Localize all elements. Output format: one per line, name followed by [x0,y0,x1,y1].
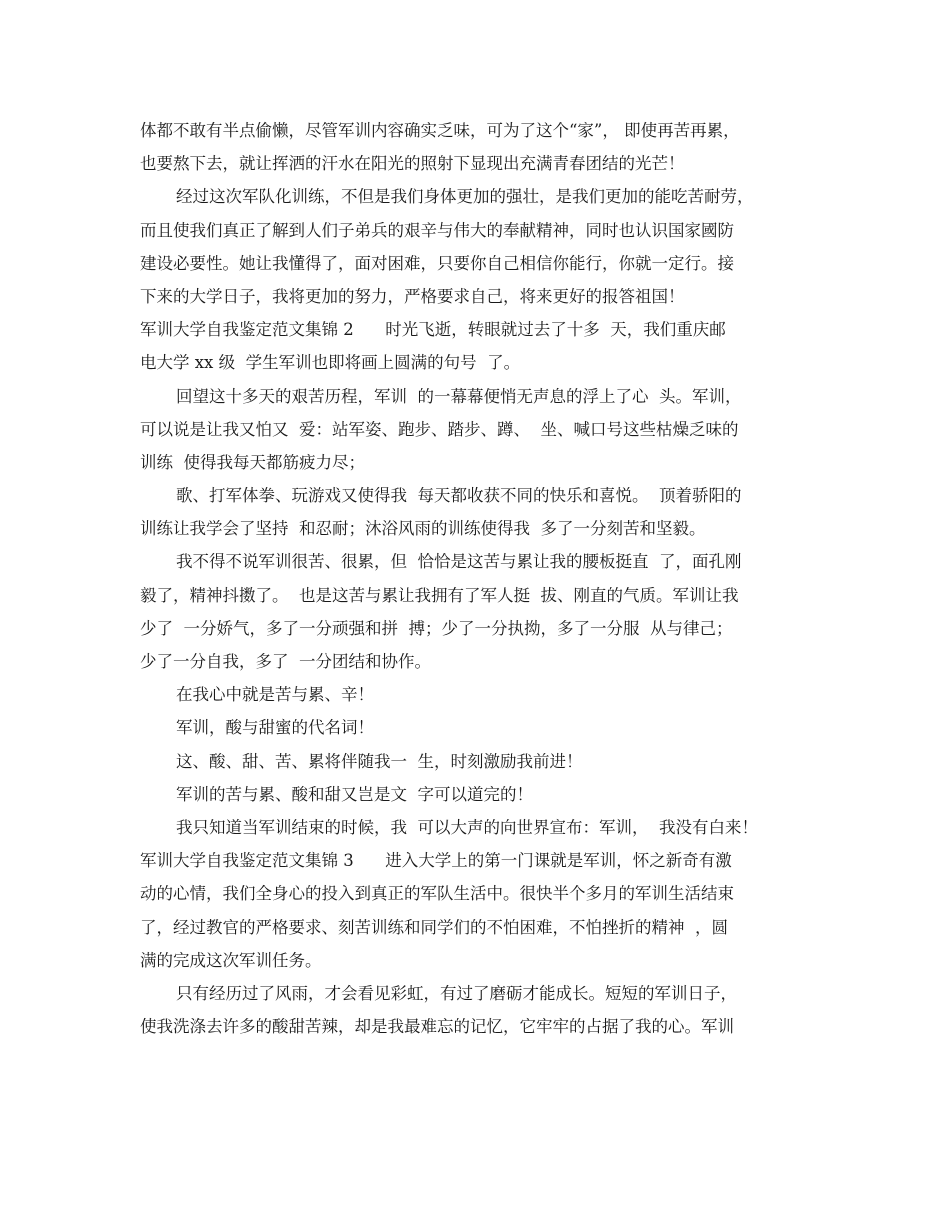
text-line: 电大学 xx 级 学生军训也即将画上圆满的句号 了。 [140,353,521,373]
text-line: 而且使我们真正了解到人们子弟兵的艰辛与伟大的奉献精神，同时也认识国家國防 [140,220,734,240]
text-line: 歌、打军体拳、玩游戏又使得我 每天都收获不同的快乐和喜悦。 顶着骄阳的 [176,486,742,506]
text-line: 下来的大学日子，我将更加的努力，严格要求自己，将来更好的报答祖国！ [140,286,685,306]
text-line: 建设必要性。她让我懂得了，面对困难，只要你自己相信你能行，你就一定行。接 [140,253,734,273]
text-line: 我不得不说军训很苦、很累，但 恰恰是这苦与累让我的腰板挺直 了，面孔刚 [176,552,742,572]
document-body [140,114,830,1043]
text-line: 了，经过教官的严格要求、刻苦训练和同学们的不怕困难，不怕挫折的精神 ，圆 [140,917,728,937]
text-line: 军训大学自我鉴定范文集锦 2 时光飞逝，转眼就过去了十多 天，我们重庆邮 [140,320,726,340]
text-line: 少了一分自我，多了 一分团结和协作。 [140,652,431,671]
text-line: 可以说是让我又怕又 爱：站军姿、跑步、踏步、蹲、 坐、喊口号这些枯燥乏味的 [140,419,739,439]
text-line: 训练 使得我每天都筋疲力尽； [140,452,365,472]
text-line: 使我洗涤去许多的酸甜苦辣，却是我最难忘的记忆，它牢牢的占据了我的心。军训 [140,1017,734,1037]
text-line: 也要熬下去，就让挥洒的汗水在阳光的照射下显现出充满青春团结的光芒！ [140,154,685,174]
text-line: 少了 一分娇气，多了一分顽强和拼 搏；少了一分执拗，多了一分服 从与律己； [140,618,733,638]
text-line: 体都不敢有半点偷懒，尽管军训内容确实乏味，可为了这个“家”， 即使再苦再累， [140,121,740,140]
text-line: 训练让我学会了坚持 和忍耐；沐浴风雨的训练使得我 多了一分刻苦和坚毅。 [140,519,706,539]
text-line: 毅了，精神抖擞了。 也是这苦与累让我拥有了军人挺 拔、刚直的气质。军训让我 [140,585,739,605]
text-line: 在我心中就是苦与累、辛！ [176,685,374,705]
text-line: 只有经历过了风雨，才会看见彩虹，有过了磨砺才能成长。短短的军训日子， [176,983,737,1003]
text-line: 军训大学自我鉴定范文集锦 3 进入大学上的第一门课就是军训，怀之新奇有激 [140,851,732,871]
text-line: 回望这十多天的艰苦历程，军训 的一幕幕便悄无声息的浮上了心 头。军训， [176,386,742,406]
text-line: 这、酸、甜、苦、累将伴随我一 生，时刻激励我前进！ [176,751,583,771]
text-line: 我只知道当军训结束的时候，我 可以大声的向世界宣布：军训， 我没有白来！ [176,817,758,837]
text-line: 经过这次军队化训练，不但是我们身体更加的强壮，是我们更加的能吃苦耐劳， [176,187,754,207]
text-line: 军训的苦与累、酸和甜又岂是文 字可以道完的！ [176,784,533,804]
text-line: 军训，酸与甜蜜的代名词！ [176,718,374,738]
text-line: 满的完成这次军训任务。 [140,950,322,970]
text-line: 动的心情，我们全身心的投入到真正的军队生活中。很快半个多月的军训生活结束 [140,884,734,904]
